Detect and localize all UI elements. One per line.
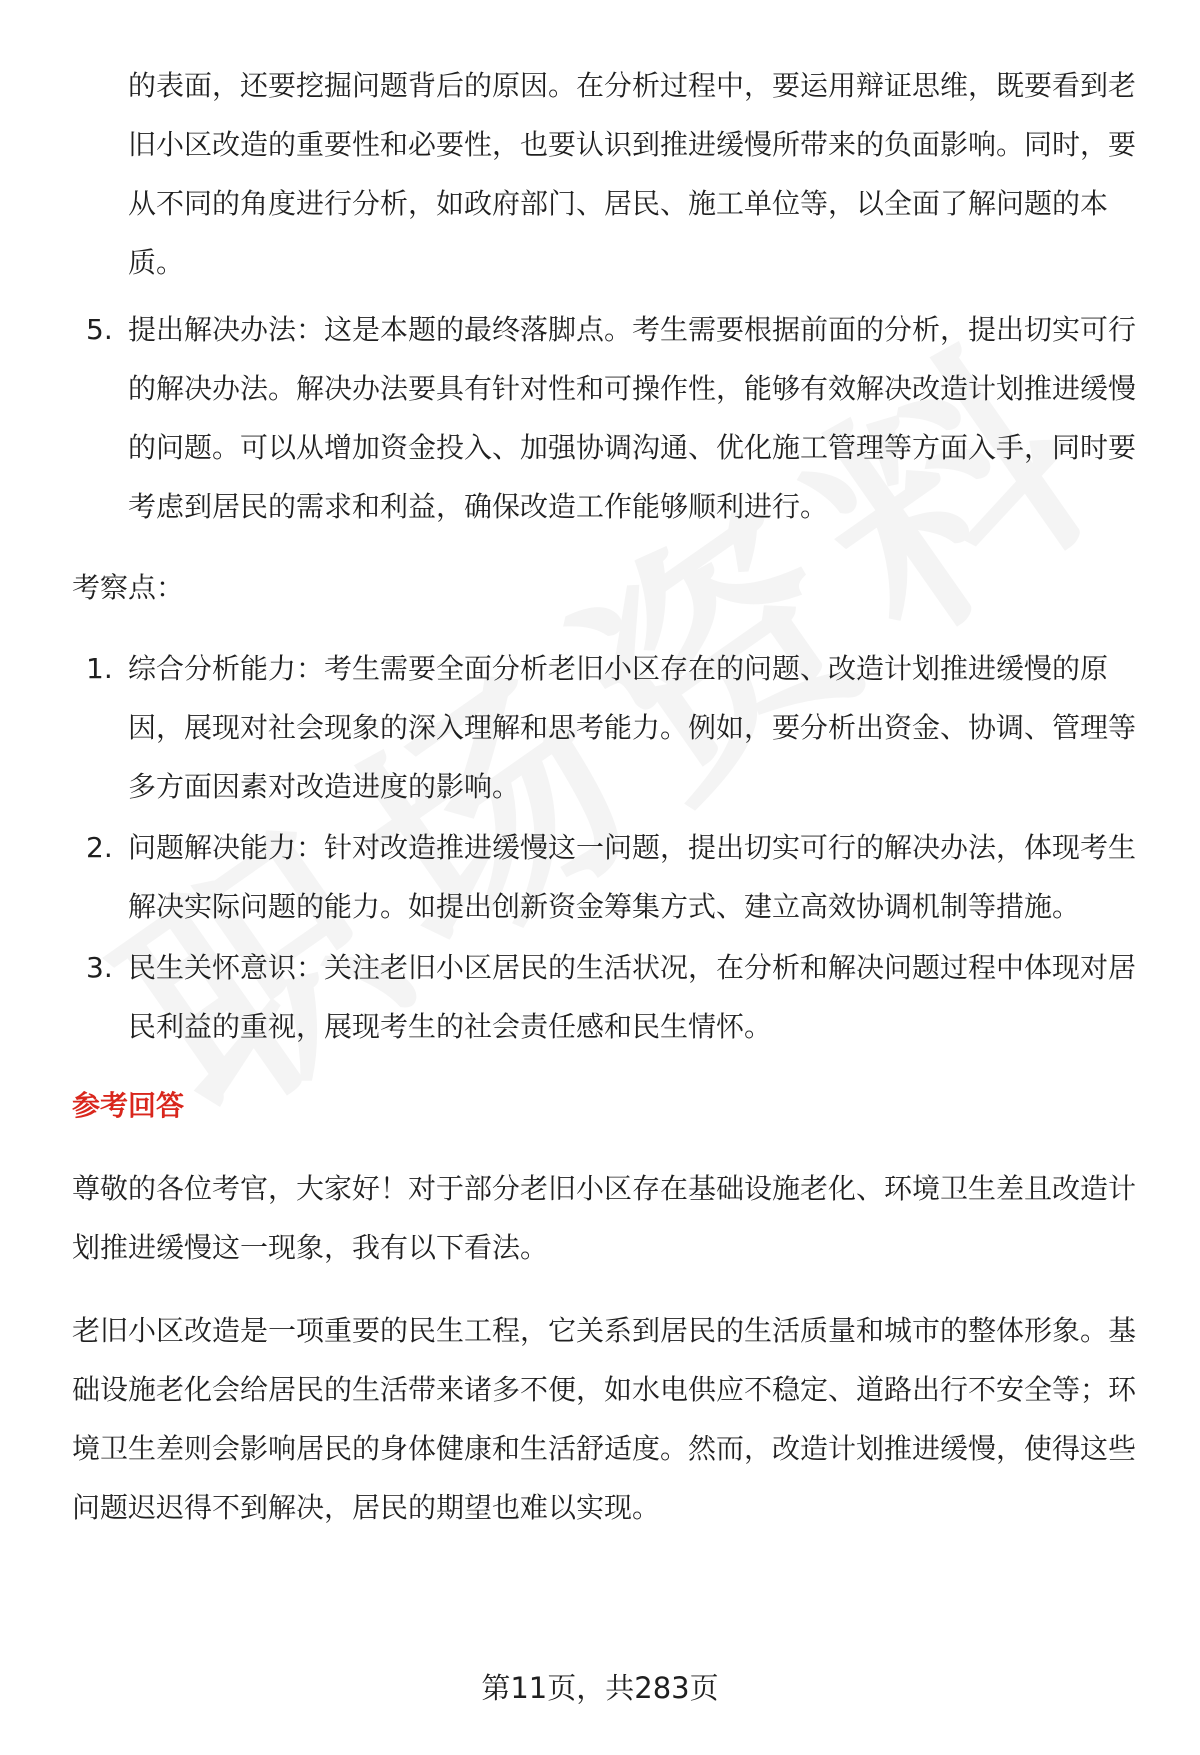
list-item-text: 问题解决能力：针对改造推进缓慢这一问题，提出切实可行的解决办法，体现考生解决实际问题的能力。如提出创新资金筹集方式、建立高效协调机制等措施。 (128, 831, 1137, 923)
reference-paragraph: 尊敬的各位考官，大家好！对于部分老旧小区存在基础设施老化、环境卫生差且改造计划推进缓慢这一现象，我有以下看法。 (72, 1172, 1137, 1264)
list-item (72, 300, 1137, 536)
list-item-number: 1. (86, 652, 113, 685)
list-item (72, 938, 1137, 1056)
list-item-text: 民生关怀意识：关注老旧小区居民的生活状况，在分析和解决问题过程中体现对居民利益的重视，展现考生的社会责任感和民生情怀。 (128, 951, 1137, 1043)
list-item-text: 提出解决办法：这是本题的最终落脚点。考生需要根据前面的分析，提出切实可行的解决办法。解决办法要具有针对性和可操作性，能够有效解决改造计划推进缓慢的问题。可以从增加资金投入、加强协调沟通、优化施工管理等方面入手，同时要考虑到居民的需求和利益，确保改造工作能够顺利进行。 (128, 313, 1137, 523)
list-item-number: 2. (86, 831, 113, 864)
list-item-text: 综合分析能力：考生需要全面分析老旧小区存在的问题、改造计划推进缓慢的原因，展现对社会现象的深入理解和思考能力。例如，要分析出资金、协调、管理等多方面因素对改造进度的影响。 (128, 652, 1137, 803)
examination-label: 考察点： (72, 571, 185, 604)
page-footer: 第11页，共283页 (481, 1671, 719, 1705)
list-item (72, 818, 1137, 936)
list-item (72, 639, 1137, 816)
reference-heading: 参考回答 (72, 1089, 185, 1122)
continued-paragraph: 的表面，还要挖掘问题背后的原因。在分析过程中，要运用辩证思维，既要看到老旧小区改造的重要性和必要性，也要认识到推进缓慢所带来的负面影响。同时，要从不同的角度进行分析，如政府部门、居民、施工单位等，以全面了解问题的本质。 (128, 69, 1137, 279)
list-item-number: 3. (86, 951, 113, 984)
list-item-number: 5. (86, 313, 113, 346)
steps-list (72, 300, 1137, 536)
reference-paragraph: 老旧小区改造是一项重要的民生工程，它关系到居民的生活质量和城市的整体形象。基础设施老化会给居民的生活带来诸多不便，如水电供应不稳定、道路出行不安全等；环境卫生差则会影响居民的身体健康和生活舒适度。然而，改造计划推进缓慢，使得这些问题迟迟得不到解决，居民的期望也难以实现。 (72, 1314, 1137, 1524)
examination-points-list (72, 639, 1137, 1056)
page-content (72, 56, 1137, 1561)
